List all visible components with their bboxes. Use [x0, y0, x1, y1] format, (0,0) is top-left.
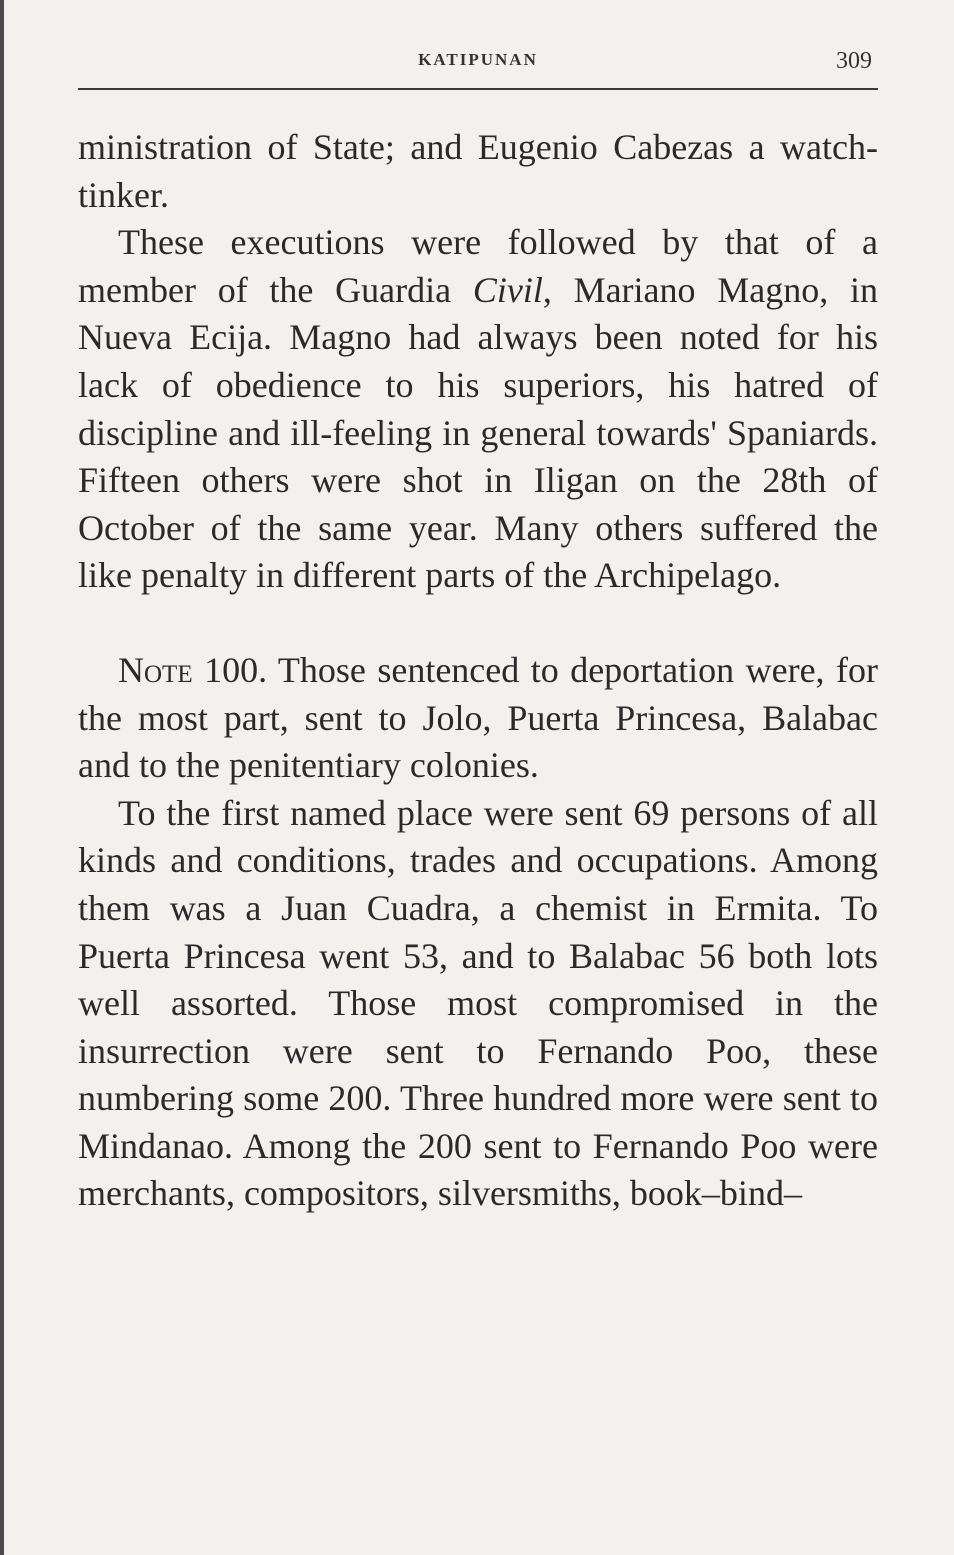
running-title: KATIPUNAN	[418, 50, 538, 69]
paragraph-executions-text-a: These executions were followed by that of a member of the Guardia	[78, 222, 878, 310]
page-number: 309	[836, 48, 872, 74]
paragraph-deportations: To the first named place were sent 69 persons of all kinds and conditions, trades and occupations. Among them was a Juan Cuadra, a chemist in Ermita. To Puerta Princesa went 53, and to Balabac 56 both lots well assorted. Those most compromised in the insurrection were sent to Fernando Poo, these numbering some 200. Three hundred more were sent to Mindanao. Among the 200 sent to Fernando Poo were merchants, compositors, silversmiths, book–bind–	[78, 792, 878, 1214]
note-text: Those sentenced to deportation were, for the most part, sent to Jolo, Puerta Princesa, Balabac and to the penitentiary colonies.	[78, 649, 878, 786]
note-label: Note	[118, 649, 193, 690]
body-text	[78, 124, 878, 1218]
paragraph-executions-text-b: , Mariano Magno, in Nueva Ecija. Magno had always been noted for his lack of obedience to his superiors, his hatred of discipline and ill-feeling in general towards' Spaniards. Fifteen others were shot in Iligan on the 28th of October of the same year. Many others suffered the like penalty in different parts of the Archipelago.	[78, 269, 878, 596]
section-gap	[78, 600, 878, 647]
note-number: 100.	[204, 649, 268, 690]
header-rule	[78, 88, 878, 90]
note-paragraph	[78, 647, 878, 790]
paragraph-continuation: ministration of State; and Eugenio Cabezas a watch-tinker.	[78, 127, 878, 215]
paragraph-executions	[78, 219, 878, 600]
emphasis-civil: Civil	[472, 269, 543, 310]
running-head	[78, 50, 878, 86]
